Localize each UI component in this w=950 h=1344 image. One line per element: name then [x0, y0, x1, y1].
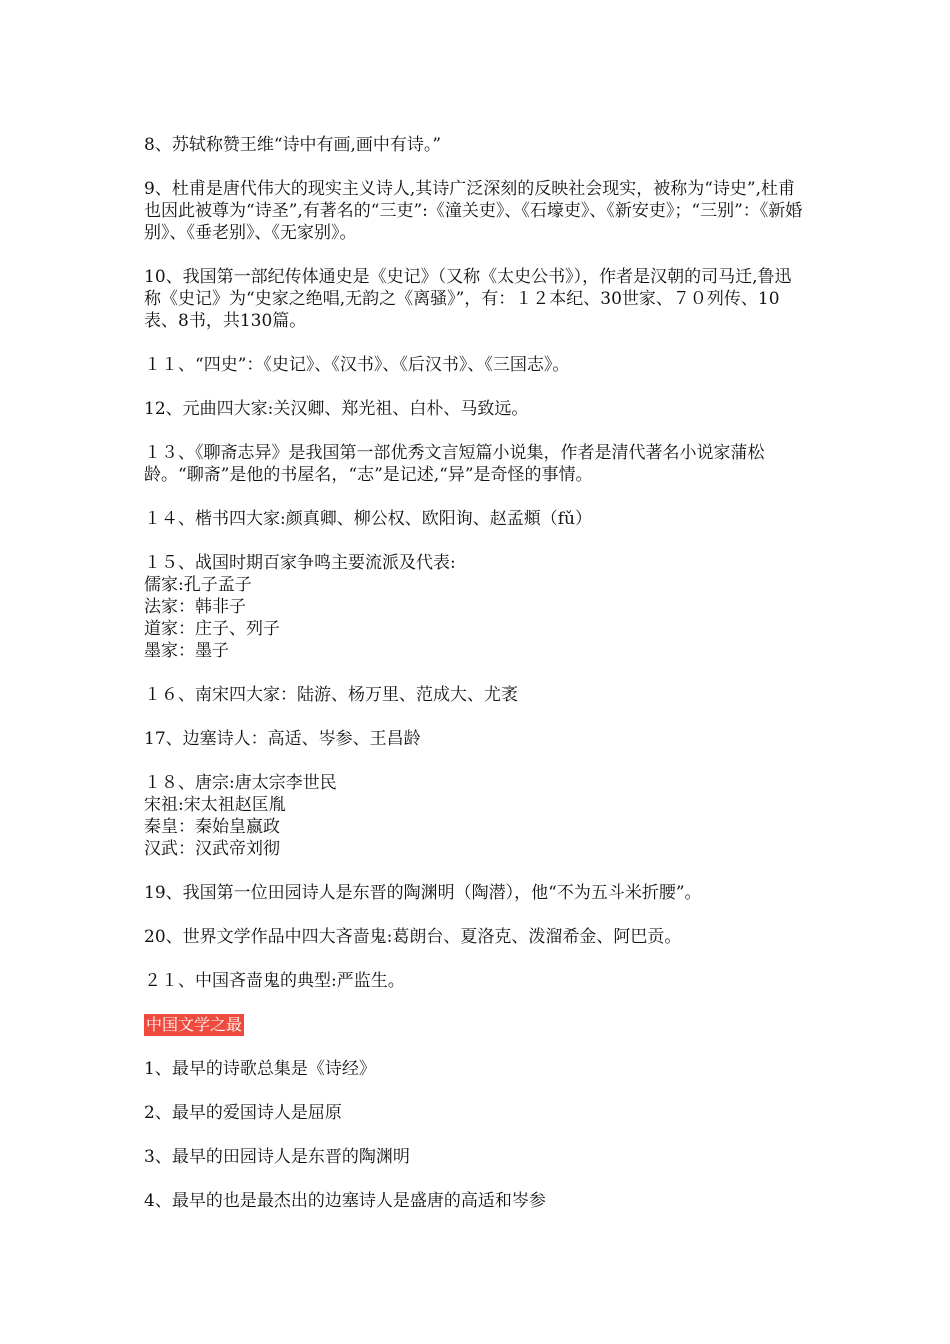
emperor-line: 汉武：汉武帝刘彻 — [144, 839, 280, 859]
item-14: １４、楷书四大家:颜真卿、柳公权、欧阳询、赵孟頫（fǔ） — [144, 509, 592, 529]
superlative-item: 1、最早的诗歌总集是《诗经》 — [144, 1059, 376, 1079]
item-11: １１、“四史”：《史记》、《汉书》、《后汉书》、《三国志》。 — [144, 355, 570, 375]
school-line: 儒家:孔子孟子 — [144, 575, 252, 595]
item-18-title: １８、唐宗:唐太宗李世民 — [144, 773, 337, 793]
document-body — [144, 134, 804, 1234]
item-9: 9、杜甫是唐代伟大的现实主义诗人,其诗广泛深刻的反映社会现实，被称为“诗史”,杜甫也因此被尊为“诗圣”,有著名的“三吏”:《潼关吏》、《石壕吏》、《新安吏》；“三别”：《新婚别》、《垂老别》、《无家别》。 — [144, 179, 803, 243]
emperor-line: 宋祖:宋太祖赵匡胤 — [144, 795, 286, 815]
item-21: ２１、中国吝啬鬼的典型:严监生。 — [144, 971, 405, 991]
item-16: １６、南宋四大家：陆游、杨万里、范成大、尤袤 — [144, 685, 518, 705]
item-20: 20、世界文学作品中四大吝啬鬼:葛朗台、夏洛克、泼溜希金、阿巴贡。 — [144, 927, 682, 947]
school-line: 法家：韩非子 — [144, 597, 246, 617]
item-12: 12、元曲四大家:关汉卿、郑光祖、白朴、马致远。 — [144, 399, 529, 419]
section-heading-wrapper — [144, 1014, 804, 1058]
item-17: 17、边塞诗人：高适、岑参、王昌龄 — [144, 729, 421, 749]
section-heading: 中国文学之最 — [146, 1015, 243, 1034]
item-8: 8、苏轼称赞王维“诗中有画,画中有诗。” — [144, 135, 442, 155]
item-19: 19、我国第一位田园诗人是东晋的陶渊明（陶潜），他“不为五斗米折腰”。 — [144, 883, 702, 903]
item-10: 10、我国第一部纪传体通史是《史记》（又称《太史公书》），作者是汉朝的司马迁,鲁迅称《史记》为“史家之绝唱,无韵之《离骚》”，有：１２本纪、30世家、７０列传、10表、8书，共130篇。 — [144, 267, 792, 331]
superlative-item: 2、最早的爱国诗人是屈原 — [144, 1103, 342, 1123]
superlative-item: 3、最早的田园诗人是东晋的陶渊明 — [144, 1147, 410, 1167]
emperor-line: 秦皇：秦始皇嬴政 — [144, 817, 280, 837]
school-line: 道家：庄子、列子 — [144, 619, 280, 639]
item-13: １３、《聊斋志异》是我国第一部优秀文言短篇小说集，作者是清代著名小说家蒲松龄。“聊斋”是他的书屋名，“志”是记述,“异”是奇怪的事情。 — [144, 443, 765, 485]
item-15 — [144, 552, 804, 662]
school-line: 墨家：墨子 — [144, 641, 229, 661]
superlative-item: 4、最早的也是最杰出的边塞诗人是盛唐的高适和岑参 — [144, 1191, 546, 1211]
item-18 — [144, 772, 804, 860]
item-15-title: １５、战国时期百家争鸣主要流派及代表: — [144, 553, 456, 573]
